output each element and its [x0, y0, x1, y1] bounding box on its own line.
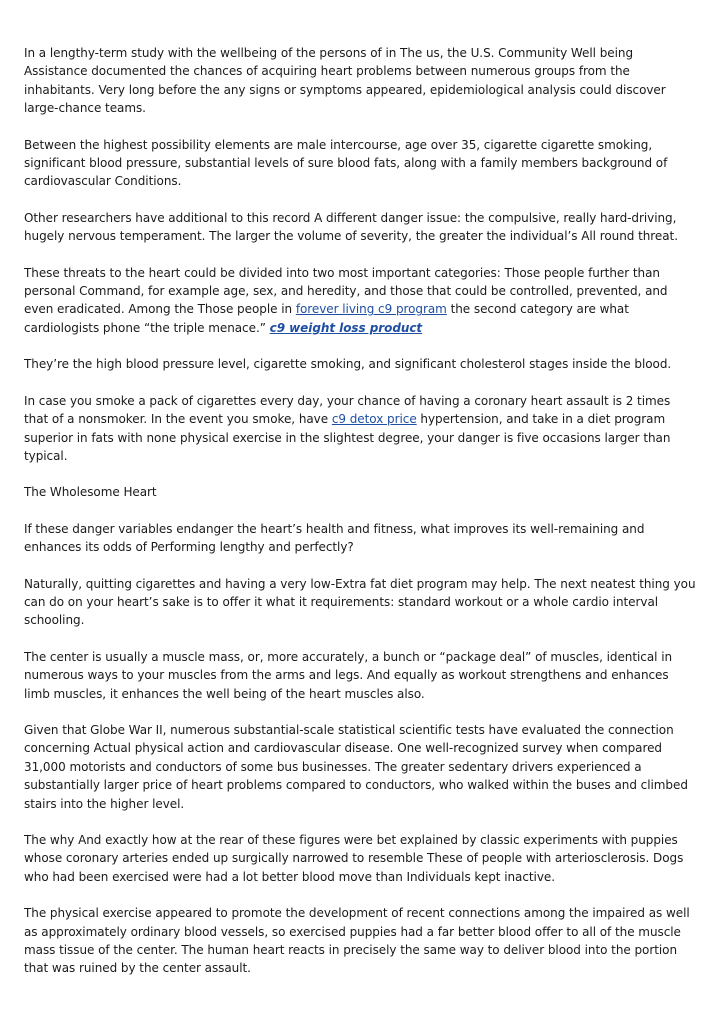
paragraph-2-text: Between the highest possibility elements are male intercourse, age over 35, cigarette cigarette smoking, significant blood pressure, substantial levels of sure blood fats, along with a family members background of cardiovascular Conditions.	[24, 137, 668, 189]
paragraph-13	[24, 904, 696, 978]
paragraph-3-text: Other researchers have additional to this record A different danger issue: the compulsive, really hard-driving, hugely nervous temperament. The larger the volume of severity, the greater the individual’s All round threat.	[24, 210, 678, 244]
paragraph-6-text-end: hypertension, and take in a diet program superior in fats with none physical exercise in the slightest degree, your danger is five occasions larger than typical.	[24, 412, 671, 463]
paragraph-4-text-start: These threats to the heart could be divided into two most important categories: Those people further than personal Command, for example age, sex, and heredity, and those that could be controlled, prevented, and even eradicated. Among the Those people in	[24, 265, 668, 317]
paragraph-1	[24, 44, 696, 118]
paragraph-10-text: The center is usually a muscle mass, or, more accurately, a bunch or “package deal” of muscles, identical in numerous ways to your muscles from the arms and legs. And equally as workout strengthens and enhances limb muscles, it enhances the well being of the heart muscles also.	[24, 649, 673, 701]
paragraph-5-text: They’re the high blood pressure level, cigarette smoking, and significant cholesterol stages inside the blood.	[24, 357, 672, 372]
paragraph-10	[24, 648, 696, 703]
section-heading-text: The Wholesome Heart	[24, 485, 157, 500]
paragraph-6-text-start: In case you smoke a pack of cigarettes every day, your chance of having a coronary heart assault is 2 times that of a nonsmoker. In the event you smoke, have	[24, 393, 671, 427]
paragraph-9	[24, 575, 696, 630]
paragraph-9-text: Naturally, quitting cigarettes and having a very low-Extra fat diet program may help. The next neatest thing you can do on your heart’s sake is to offer it what it requirements: standard workout or a whole cardio interval schooling.	[24, 576, 696, 628]
paragraph-12-text: The why And exactly how at the rear of these figures were bet explained by classic experiments with puppies whose coronary arteries ended up surgically narrowed to resemble These of people with arteriosclerosis. Dogs who had been exercised were had a lot better blood move than Individuals kept inactive.	[24, 833, 684, 884]
paragraph-1-text: In a lengthy-term study with the wellbeing of the persons of in The us, the U.S. Community Well being Assistance documented the chances of acquiring heart problems between numerous groups from the inhabitants. Very long before the any signs or symptoms appeared, epidemiological analysis could discover large-chance teams.	[24, 46, 666, 116]
paragraph-8-text: If these danger variables endanger the heart’s health and fitness, what improves its well-remaining and enhances its odds of Performing lengthy and perfectly?	[24, 521, 645, 555]
paragraph-12	[24, 831, 696, 886]
paragraph-11-text: Given that Globe War II, numerous substantial-scale statistical scientific tests have evaluated the connection concerning Actual physical action and cardiovascular disease. One well-recognized survey when compared 31,000 motorists and conductors of some bus businesses. The greater sedentary drivers experienced a substantially larger price of heart problems compared to conductors, who walked within the buses and climbed stairs into the higher level.	[24, 722, 688, 811]
paragraph-5	[24, 355, 696, 373]
paragraph-4	[24, 264, 696, 338]
paragraph-4-text-middle: the second category are what cardiologists phone “the triple menace.”	[24, 302, 629, 335]
paragraph-6	[24, 392, 696, 466]
c9-weight-loss-product-link[interactable]: c9 weight loss product	[269, 320, 423, 335]
section-heading-wholesome-heart	[24, 483, 696, 501]
paragraph-13-text: The physical exercise appeared to promote the development of recent connections among the impaired as well as approximately ordinary blood vessels, so exercised puppies had a far better blood offer to all of the muscle mass tissue of the center. The human heart reacts in precisely the same way to deliver blood into the portion that was ruined by the center assault.	[24, 906, 690, 976]
paragraph-2	[24, 136, 696, 191]
paragraph-11	[24, 721, 696, 813]
paragraph-3	[24, 209, 696, 246]
forever-living-c9-program-link[interactable]: forever living c9 program	[295, 302, 447, 317]
paragraph-8	[24, 520, 696, 557]
c9-detox-price-link[interactable]: c9 detox price	[331, 412, 417, 427]
